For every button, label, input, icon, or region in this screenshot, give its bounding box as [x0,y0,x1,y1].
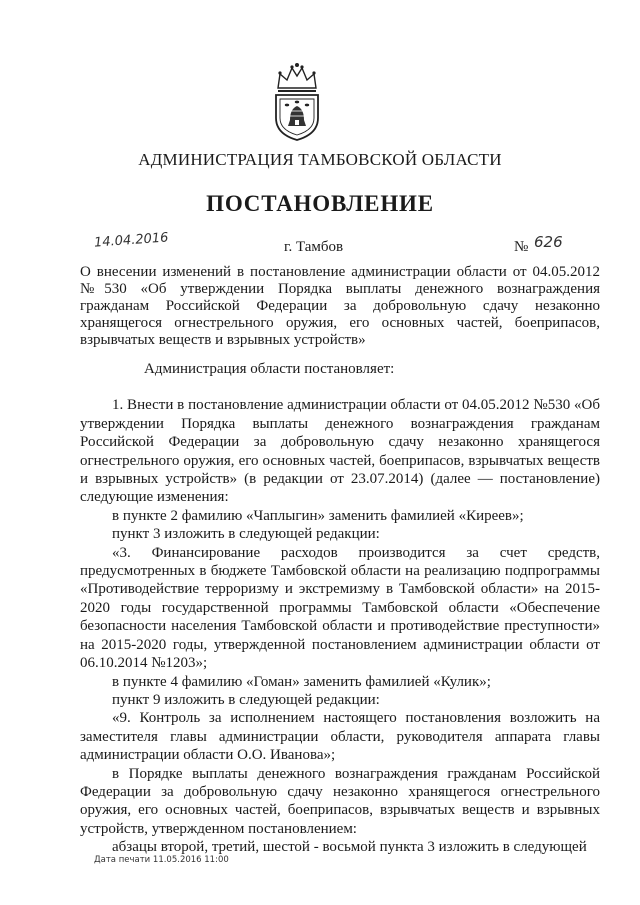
body-paragraph: пункт 9 изложить в следующей редакции: [112,691,380,708]
document-type: ПОСТАНОВЛЕНИЕ [206,191,434,216]
organization-title: АДМИНИСТРАЦИЯ ТАМБОВСКОЙ ОБЛАСТИ [138,150,502,169]
document-place: г. Тамбов [284,239,344,255]
print-date-footer: Дата печати 11.05.2016 11:00 [94,855,229,865]
intro-line: Администрация области постановляет: [144,361,395,377]
document-number-label: № [514,239,529,255]
body-paragraph: пункт 3 изложить в следующей редакции: [112,526,380,543]
body-paragraph: абзацы второй, третий, шестой - восьмой пункта 3 изложить в следующей [112,839,587,856]
document-subject: О внесении изменений в постановление администрации области от 04.05.2012 №530 «Об утверждении Порядка выплаты денежного вознаграждения гражданам Российской Федерации за добровольную сдачу незаконно хранящегося огнестрельного оружия, его основных частей, боеприпасов, взрывчатых веществ и взрывных устройств» [80,264,600,348]
body-paragraph: «9. Контроль за исполнением настоящего постановления возложить на заместителя главы администрации области, руководителя аппарата главы администрации области О.О. Иванова»; [80,710,600,764]
body-paragraph: в пункте 4 фамилию «Гоман» заменить фамилией «Кулик»; [112,673,491,690]
handwritten-document-number: 626 [534,233,563,251]
body-paragraph: в пункте 2 фамилию «Чаплыгин» заменить фамилией «Киреев»; [112,507,524,524]
body-paragraph: 1. Внести в постановление администрации области от 04.05.2012 №530 «Об утверждении Порядка выплаты денежного вознаграждения гражданам Российской Федерации за добровольную сдачу незаконно хранящегося огнестрельного оружия, его основных частей, боеприпасов, взрывчатых веществ и взрывных устройств» (в редакции от 23.07.2014) (далее — постановление) следующие изменения: [80,397,600,506]
document-body [80,360,600,857]
tambov-coat-of-arms-icon [270,62,324,142]
handwritten-date: 14.04.2016 [93,230,169,251]
body-paragraph: в Порядке выплаты денежного вознаграждения гражданам Российской Федерации за добровольную сдачу незаконно хранящегося огнестрельного оружия, его основных частей, боеприпасов, взрывчатых веществ и взрывных устройств, утвержденном постановлением: [80,765,600,837]
body-paragraph: «3. Финансирование расходов производится за счет средств, предусмотренных в бюджете Тамбовской области на реализацию подпрограммы «Противодействие терроризму и экстремизму в Тамбовской области» на 2015-2020 годы государственной программы Тамбовской области «Обеспечение безопасности населения Тамбовской области и противодействие преступности» на 2015-2020 годы, утвержденной постановлением администрации области от 06.10.2014 №1203»; [80,544,600,672]
